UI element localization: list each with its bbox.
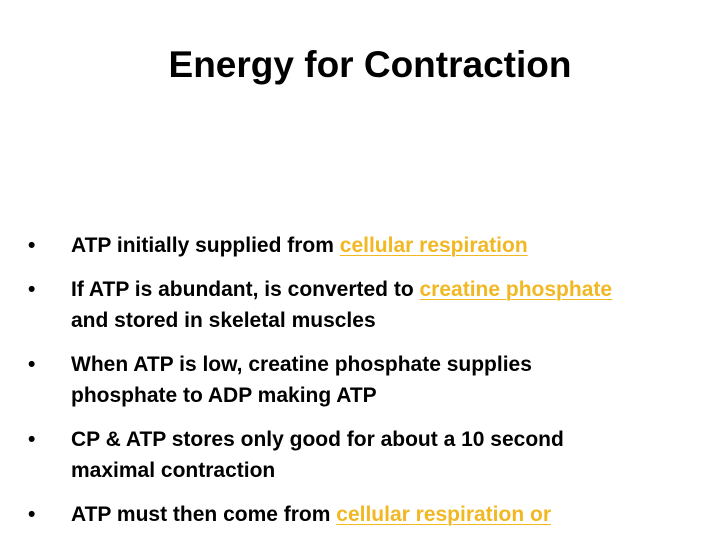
bullet-list <box>28 230 718 540</box>
list-item <box>28 499 718 530</box>
cellular-respiration-link[interactable]: cellular respiration or <box>336 503 552 526</box>
cellular-respiration-link[interactable]: cellular respiration <box>339 234 528 257</box>
list-item <box>28 424 718 486</box>
bullet-text-continued: and stored in skeletal muscles <box>71 309 376 332</box>
bullet-text-continued: maximal contraction <box>71 459 276 482</box>
bullet-text-continued: phosphate to ADP making ATP <box>71 384 377 407</box>
bullet-icon: • <box>28 278 36 301</box>
creatine-phosphate-link[interactable]: creatine phosphate <box>419 278 613 301</box>
bullet-icon: • <box>28 428 36 451</box>
bullet-text: ATP initially supplied from <box>71 234 340 257</box>
bullet-text: CP & ATP stores only good for about a 10 second <box>71 428 564 451</box>
bullet-icon: • <box>28 353 36 376</box>
bullet-text: ATP must then come from <box>71 503 337 526</box>
list-item <box>28 230 718 261</box>
bullet-text: When ATP is low, creatine phosphate supplies <box>71 353 532 376</box>
list-item <box>28 349 718 411</box>
bullet-icon: • <box>28 234 36 257</box>
slide-title: Energy for Contraction <box>168 44 572 85</box>
list-item <box>28 274 718 336</box>
bullet-text: If ATP is abundant, is converted to <box>71 278 420 301</box>
bullet-icon: • <box>28 503 36 526</box>
